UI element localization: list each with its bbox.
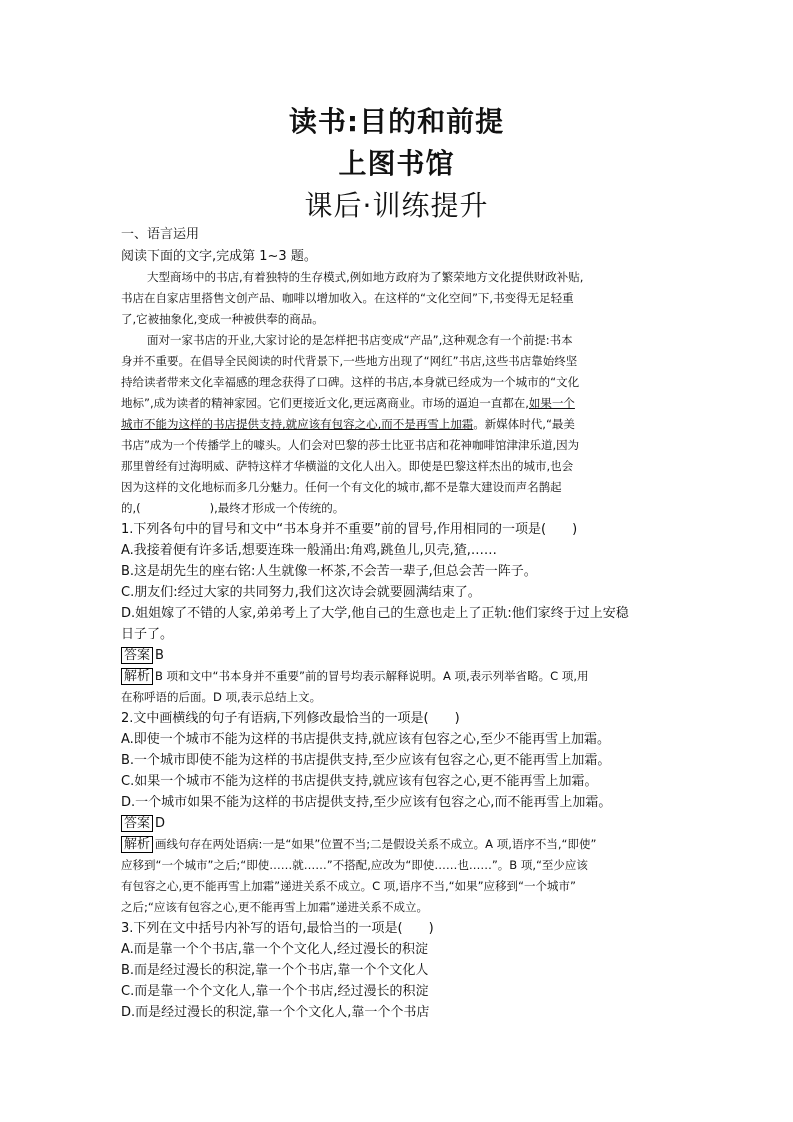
- option-b: B.这是胡先生的座右铭:人生就像一杯茶,不会苦一辈子,但总会苦一阵子。: [121, 564, 537, 579]
- option-b: B.一个城市即使不能为这样的书店提供支持,至少应该有包容之心,更不能再雪上加霜。: [121, 753, 611, 768]
- analysis-text: 画线句存在两处语病:一是“如果”位置不当;二是假设关系不成立。A 项,语序不当,“即使”: [155, 837, 597, 851]
- passage-text: 。新媒体时代,“最美: [473, 417, 575, 431]
- document-title: 读书:目的和前提: [288, 105, 505, 138]
- passage-line: 持给读者带来文化幸福感的理念获得了口碑。这样的书店,本身就已经成为一个城市的“文化: [121, 375, 580, 389]
- option-d: D.一个城市如果不能为这样的书店提供支持,至少应该有包容之心,而不能再雪上加霜。: [121, 795, 612, 810]
- option-d-continued: 日子了。: [121, 627, 174, 642]
- answer-row: [121, 813, 676, 834]
- passage-line: 那里曾经有过海明威、萨特这样才华横溢的文化人出入。即使是巴黎这样杰出的城市,也会: [121, 459, 574, 473]
- document-subtitle: 上图书馆: [338, 147, 455, 180]
- analysis-text: B 项和文中“书本身并不重要”前的冒号均表示解释说明。A 项,表示列举省略。C 项,用: [155, 669, 589, 683]
- underlined-sentence: 如果一个: [528, 396, 575, 410]
- passage-line: 书店”成为一个传播学上的噱头。人们会对巴黎的莎士比亚书店和花神咖啡馆津津乐道,因为: [121, 438, 580, 452]
- answer-label: 答案: [121, 647, 153, 664]
- question-1-stem: 1.下列各句中的冒号和文中“书本身并不重要”前的冒号,作用相同的一项是( ): [121, 522, 578, 537]
- analysis-line: 在称呼语的后面。D 项,表示总结上文。: [121, 690, 322, 704]
- analysis-label: 解析: [121, 836, 153, 853]
- passage-line: 书店在自家店里搭售文创产品、咖啡以增加收入。在这样的“文化空间”下,书变得无足轻重: [121, 291, 574, 305]
- instruction: 阅读下面的文字,完成第 1~3 题。: [121, 249, 317, 264]
- option-c: C.而是靠一个个文化人,靠一个个书店,经过漫长的积淀: [121, 984, 429, 999]
- passage-line: 面对一家书店的开业,大家讨论的是怎样把书店变成“产品”,这种观念有一个前提:书本: [147, 333, 573, 347]
- passage-line: 了,它被抽象化,变成一种被供奉的商品。: [121, 312, 324, 326]
- question-2-stem: 2.文中画横线的句子有语病,下列修改最恰当的一项是( ): [121, 711, 460, 726]
- answer-value: B: [155, 648, 164, 663]
- analysis-line: 有包容之心,更不能再雪上加霜”递进关系不成立。C 项,语序不当,“如果”应移到“一个城市”: [121, 879, 576, 893]
- option-c: C.如果一个城市不能为这样的书店提供支持,就应该有包容之心,更不能再雪上加霜。: [121, 774, 598, 789]
- underlined-sentence: 城市不能为这样的书店提供支持,就应该有包容之心,而不是再雪上加霜: [121, 417, 474, 431]
- option-d: D.而是经过漫长的积淀,靠一个个文化人,靠一个个书店: [121, 1005, 430, 1020]
- section-heading: 一、语言运用: [121, 227, 200, 242]
- passage-line: 大型商场中的书店,有着独特的生存模式,例如地方政府为了繁荣地方文化提供财政补贴,: [147, 270, 584, 284]
- analysis-row: [121, 666, 676, 687]
- analysis-line: 应移到“一个城市”之后;“即使……就……”不搭配,应改为“即使……也……”。B 项,“至少应该: [121, 858, 588, 872]
- passage-line: 因为这样的文化地标而多几分魅力。任何一个有文化的城市,都不是靠大建设而声名鹊起: [121, 480, 562, 494]
- passage-line: [121, 393, 676, 414]
- passage-line: 的,( ),最终才形成一个传统的。: [121, 501, 345, 515]
- passage-text: 地标”,成为读者的精神家园。它们更接近文化,更远离商业。市场的逼迫一直都在,: [121, 396, 529, 410]
- answer-value: D: [155, 816, 166, 831]
- option-a: A.我接着便有许多话,想要连珠一般涌出:角鸡,跳鱼儿,贝壳,猹,……: [121, 543, 497, 558]
- option-c: C.朋友们:经过大家的共同努力,我们这次诗会就要圆满结束了。: [121, 585, 481, 600]
- analysis-row: [121, 834, 676, 855]
- answer-label: 答案: [121, 815, 153, 832]
- analysis-line: 之后;“应该有包容之心,更不能再雪上加霜”递进关系不成立。: [121, 900, 428, 914]
- analysis-label: 解析: [121, 668, 153, 685]
- option-a: A.而是靠一个个书店,靠一个个文化人,经过漫长的积淀: [121, 942, 429, 957]
- passage-line: [121, 414, 676, 435]
- passage-line: 身并不重要。在倡导全民阅读的时代背景下,一些地方出现了“网红”书店,这些书店靠始终坚: [121, 354, 578, 368]
- answer-row: [121, 645, 676, 666]
- document-section-title: 课后·训练提升: [304, 189, 489, 222]
- option-a: A.即使一个城市不能为这样的书店提供支持,就应该有包容之心,至少不能再雪上加霜。: [121, 732, 611, 747]
- option-b: B.而是经过漫长的积淀,靠一个个书店,靠一个个文化人: [121, 963, 429, 978]
- option-d: D.姐姐嫁了不错的人家,弟弟考上了大学,他自己的生意也走上了正轨:他们家终于过上安稳: [121, 606, 629, 621]
- question-3-stem: 3.下列在文中括号内补写的语句,最恰当的一项是( ): [121, 921, 434, 936]
- document-body: [121, 225, 676, 1023]
